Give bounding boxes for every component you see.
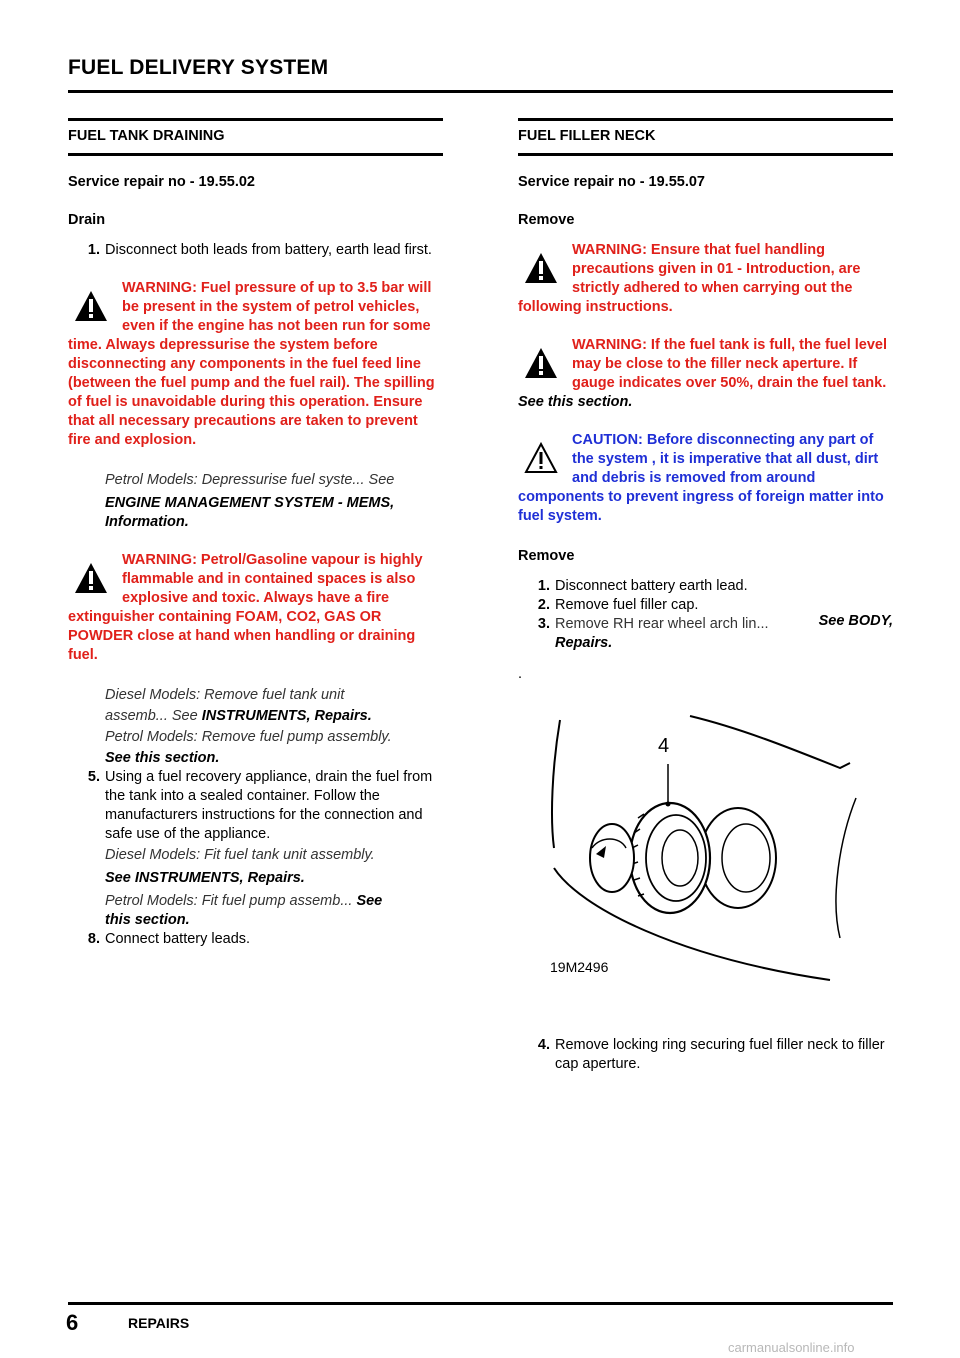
figure-callout: 4 <box>658 735 670 757</box>
subheading-drain: Drain <box>68 212 106 228</box>
caution-dust <box>518 431 893 526</box>
step-3-line-1 <box>68 686 443 703</box>
warning-text: WARNING: If the fuel tank is full, the fuel level may be close to the filler neck aperture. If gauge indicates over 50%, drain the fuel tank. <box>572 337 888 391</box>
footer-rule <box>68 1302 893 1305</box>
step-3-line-2 <box>518 634 893 653</box>
section-title: FUEL FILLER NECK <box>518 128 656 144</box>
step-7-line-1 <box>68 892 443 911</box>
warning-triangle-icon <box>74 289 108 323</box>
warning-triangle-icon <box>524 346 558 380</box>
service-repair-number: Service repair no - 19.55.07 <box>518 174 705 190</box>
step-number: 2. <box>537 597 550 613</box>
section-title: FUEL TANK DRAINING <box>68 128 225 144</box>
step-3 <box>518 615 893 628</box>
caution-triangle-icon <box>524 441 558 475</box>
caution-text: CAUTION: Before disconnecting any part of the system , it is imperative that all dust, dirt and debris is removed from around components to prevent ingress of foreign matter into fuel system. <box>518 432 884 524</box>
page-number: 6 <box>66 1310 79 1335</box>
step-text: assemb... See <box>105 708 198 724</box>
subheading-remove: Remove <box>518 212 575 228</box>
left-column <box>68 118 443 949</box>
step-text: Using a fuel recovery appliance, drain the fuel from the tank into a sealed container. Follow the manufacturers instructions for the connection and safe use of the appliance. <box>105 769 433 842</box>
warning-text: WARNING: Petrol/Gasoline vapour is highly flammable and in contained spaces is also explosive and toxic. Always have a fire extinguisher containing FOAM, CO2, GAS OR POWDER close at hand when handling or draining fuel. <box>68 552 423 663</box>
cross-reference: this section. <box>105 912 190 928</box>
step-4-line-1 <box>68 728 443 747</box>
step-4 <box>518 1036 893 1074</box>
cross-reference: See INSTRUMENTS, Repairs. <box>105 870 305 886</box>
step-text: Petrol Models: Depressurise fuel syste... See <box>105 472 395 488</box>
step-4-line-2 <box>68 749 443 768</box>
warning-petrol-vapour <box>68 551 443 665</box>
watermark: carmanualsonline.info <box>728 1340 855 1355</box>
step-2-line-1 <box>68 471 443 488</box>
footer-label: REPAIRS <box>128 1315 190 1331</box>
warning-text: WARNING: Fuel pressure of up to 3.5 bar will be present in the system of petrol vehicles, even if the engine has not been run for some time. Always depressurise the system before disconnecting any components in the fuel feed line (between the fuel pump and the fuel rail). The spilling of fuel is unavoidable during this operation. Ensure that all necessary precautions are taken to prevent fire and explosion. <box>68 280 435 448</box>
header-rule <box>68 90 893 93</box>
warning-triangle-icon <box>74 561 108 595</box>
step-text: Disconnect battery earth lead. <box>555 578 748 594</box>
step-text: Diesel Models: Fit fuel tank unit assembly. <box>105 847 375 863</box>
step-3-line-2 <box>68 707 443 726</box>
step-number: 3. <box>537 616 550 628</box>
cross-reference: ENGINE MANAGEMENT SYSTEM - MEMS, <box>105 495 395 511</box>
right-column <box>518 118 893 1074</box>
warning-text: WARNING: Ensure that fuel handling precautions given in 01 - Introduction, are strictly adhered to when carrying out the following instructions. <box>518 242 861 315</box>
step-6-line-2 <box>68 869 443 888</box>
step-number: 1. <box>87 242 100 258</box>
service-repair-number: Service repair no - 19.55.02 <box>68 174 255 190</box>
figure-code: 19M2496 <box>550 959 609 975</box>
section-rule-bottom <box>68 153 443 156</box>
step-1 <box>68 241 443 260</box>
step-2-line-3 <box>68 513 443 532</box>
section-rule-bottom <box>518 153 893 156</box>
cross-reference: See this section. <box>518 394 633 410</box>
cross-reference: Repairs. <box>555 635 613 651</box>
step-text: Petrol Models: Remove fuel pump assembly. <box>105 729 392 745</box>
step-number: 1. <box>537 578 550 594</box>
step-8 <box>68 930 443 949</box>
step-2-line-2 <box>68 494 443 513</box>
cross-reference: See BODY, <box>818 615 893 628</box>
step-number: 4. <box>537 1037 550 1053</box>
step-text: Disconnect both leads from battery, earth lead first. <box>105 242 432 258</box>
step-text: Remove RH rear wheel arch lin... <box>555 616 769 628</box>
fuel-filler-neck-illustration <box>540 708 860 998</box>
step-5 <box>68 768 443 844</box>
step-text: Diesel Models: Remove fuel tank unit <box>105 687 345 703</box>
cross-reference: INSTRUMENTS, Repairs. <box>201 708 372 724</box>
step-1 <box>518 577 893 596</box>
stray-dot: . <box>518 666 523 682</box>
step-6-line-1 <box>68 846 443 865</box>
step-number: 5. <box>87 769 100 785</box>
step-7-line-2 <box>68 911 443 930</box>
warning-fuel-handling <box>518 241 893 317</box>
step-text: Connect battery leads. <box>105 931 251 947</box>
step-2 <box>518 596 893 615</box>
step-number: 8. <box>87 931 100 947</box>
cross-reference: See <box>356 893 383 909</box>
cross-reference: Information. <box>105 514 189 530</box>
step-text: Petrol Models: Fit fuel pump assemb... <box>105 893 353 909</box>
warning-fuel-pressure <box>68 279 443 450</box>
warning-full-tank <box>518 336 893 412</box>
step-text: Remove fuel filler cap. <box>555 597 699 613</box>
warning-triangle-icon <box>524 251 558 285</box>
step-text: Remove locking ring securing fuel filler neck to filler cap aperture. <box>555 1037 885 1072</box>
subheading-remove: Remove <box>518 548 575 564</box>
page-title: FUEL DELIVERY SYSTEM <box>68 56 329 79</box>
cross-reference: See this section. <box>105 750 220 766</box>
